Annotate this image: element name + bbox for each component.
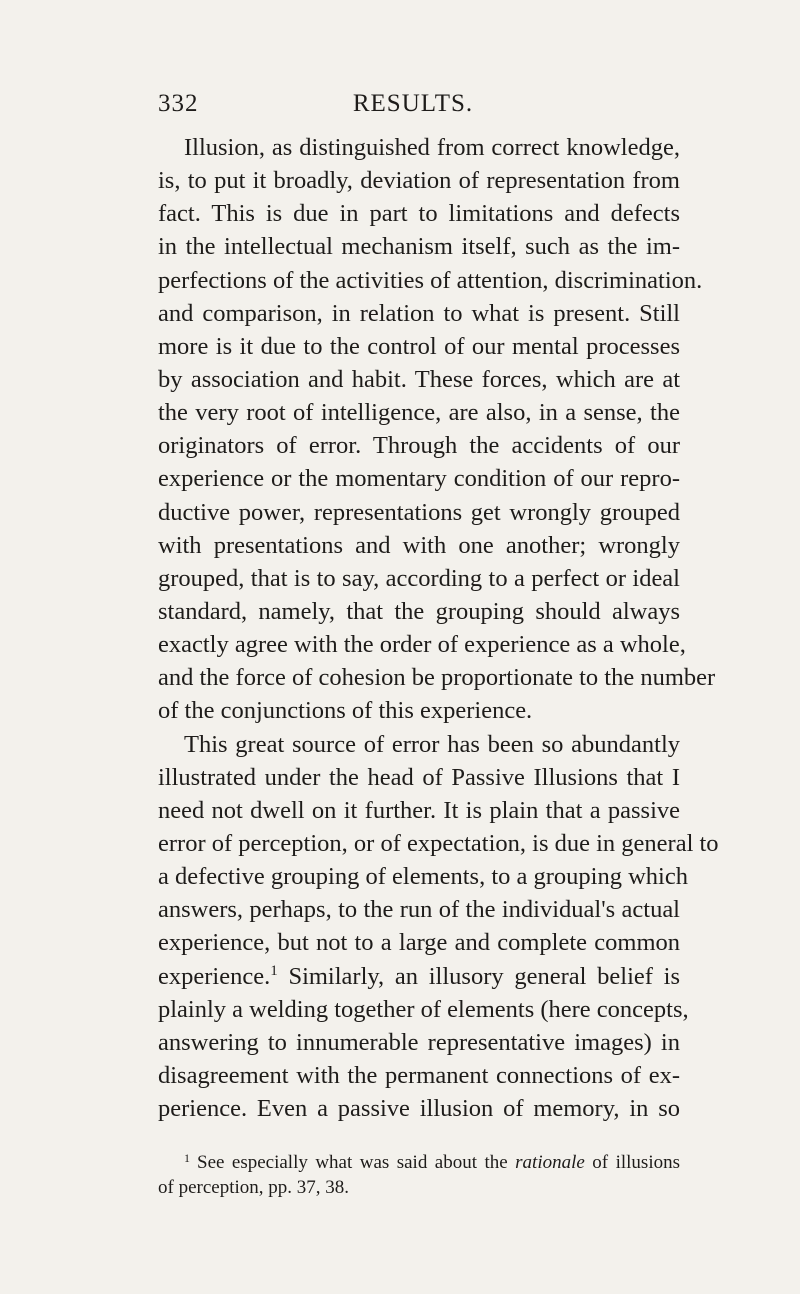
- text-line: grouped, that is to say, according to a perfect or ideal: [158, 564, 680, 592]
- text-line: in the intellectual mechanism itself, such as the im-: [158, 233, 680, 261]
- text-fragment: Similarly, an illusory general belief is: [277, 962, 680, 990]
- text-line: exactly agree with the order of experience as a whole,: [158, 631, 686, 659]
- footnote-text: of illusions: [584, 1152, 680, 1173]
- text-line: is, to put it broadly, deviation of representation from: [158, 167, 680, 195]
- body-text: [158, 131, 719, 1125]
- page-header: [158, 90, 668, 120]
- footnote-marker: 1: [184, 1151, 190, 1165]
- text-line: [158, 960, 680, 993]
- text-line: of the conjunctions of this experience.: [158, 697, 533, 725]
- text-line: ductive power, representations get wrongly grouped: [158, 498, 680, 526]
- footnote-reference: 1: [270, 962, 278, 979]
- text-line: answers, perhaps, to the run of the individual's actual: [158, 896, 680, 924]
- text-line: perfections of the activities of attention, discrimination.: [158, 266, 703, 294]
- text-line: experience or the momentary condition of our repro-: [158, 465, 680, 493]
- text-line: and comparison, in relation to what is present. Still: [158, 299, 680, 327]
- text-line: need not dwell on it further. It is plain that a passive: [158, 796, 680, 824]
- text-line: illustrated under the head of Passive Illusions that I: [158, 763, 680, 791]
- text-line: with presentations and with one another; wrongly: [158, 531, 680, 559]
- footnotes: [158, 1151, 680, 1200]
- text-line: the very root of intelligence, are also, in a sense, the: [158, 399, 680, 427]
- text-line: originators of error. Through the accidents of our: [158, 432, 680, 460]
- text-line: by association and habit. These forces, which are at: [158, 365, 680, 393]
- text-line: answering to innumerable representative images) in: [158, 1028, 680, 1056]
- text-line: Illusion, as distinguished from correct knowledge,: [184, 134, 680, 161]
- text-line: plainly a welding together of elements (here concepts,: [158, 995, 689, 1023]
- footnote-line: [158, 1151, 680, 1176]
- text-line: and the force of cohesion be proportionate to the number: [158, 664, 716, 692]
- footnote-text: See especially what was said about the: [197, 1152, 516, 1173]
- running-head: RESULTS.: [352, 90, 474, 117]
- text-line: experience, but not to a large and complete common: [158, 929, 680, 957]
- text-fragment: experience.: [158, 962, 271, 990]
- text-line: error of perception, or of expectation, is due in general to: [158, 829, 719, 857]
- page-number: 332: [158, 90, 199, 117]
- text-line: fact. This is due in part to limitations and defects: [158, 200, 680, 228]
- text-line: This great source of error has been so abundantly: [184, 730, 680, 758]
- footnote-line: of perception, pp. 37, 38.: [158, 1176, 350, 1198]
- text-line: more is it due to the control of our mental processes: [158, 332, 680, 360]
- footnote-italic-term: rationale: [515, 1152, 585, 1173]
- text-line: a defective grouping of elements, to a grouping which: [158, 863, 688, 891]
- text-line: perience. Even a passive illusion of memory, in so: [158, 1095, 680, 1123]
- text-line: standard, namely, that the grouping should always: [158, 597, 680, 625]
- text-line: disagreement with the permanent connections of ex-: [158, 1061, 680, 1089]
